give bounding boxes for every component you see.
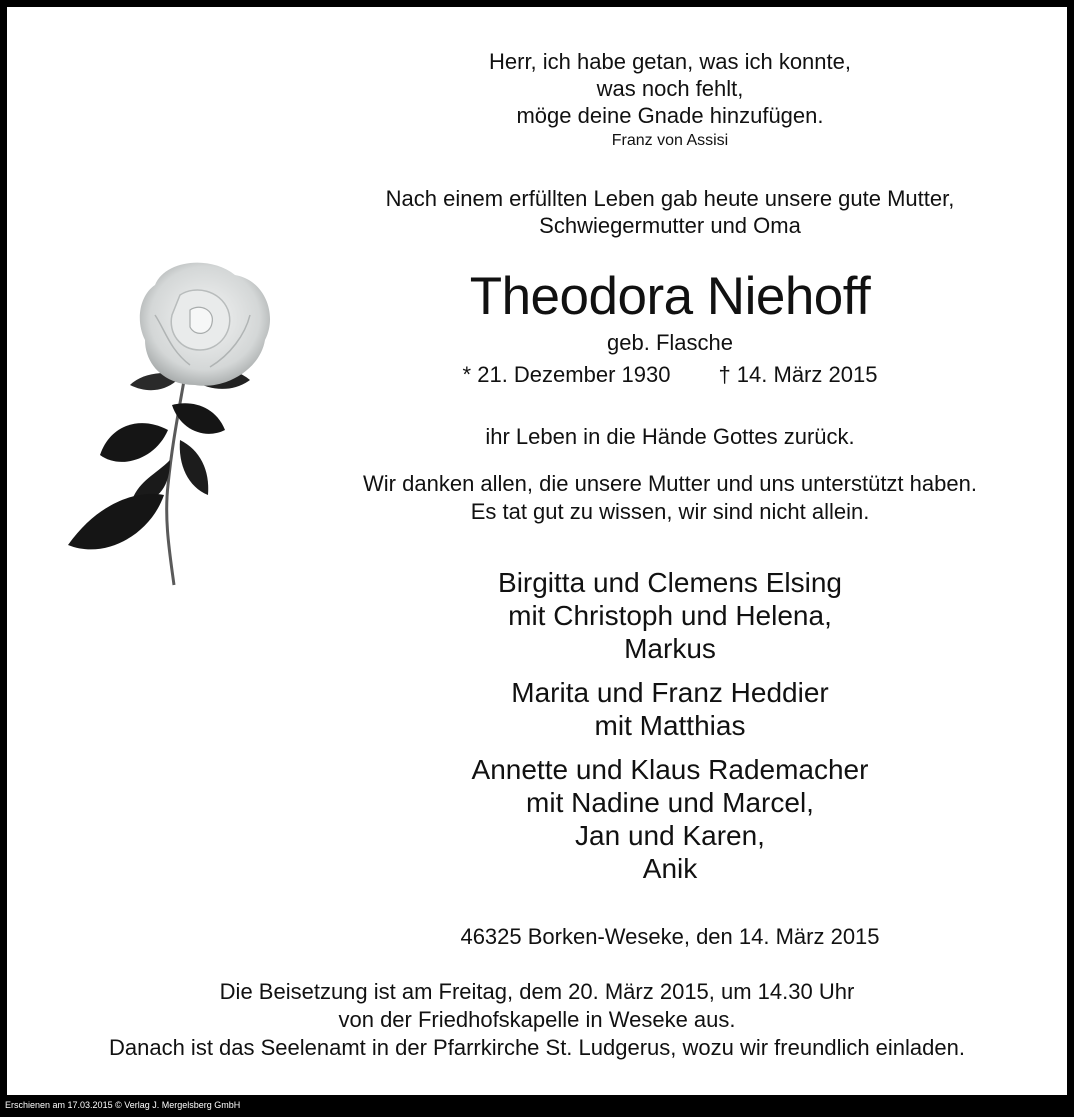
family-line: Jan und Karen, — [575, 820, 765, 851]
intro-line: Nach einem erfüllten Leben gab heute unsere gute Mutter, — [385, 186, 955, 211]
footer-bar — [0, 1095, 1074, 1117]
quote-line: Herr, ich habe getan, was ich konnte, — [489, 49, 851, 74]
family-line: mit Christoph und Helena, — [508, 600, 832, 631]
birth-name: geb. Flasche — [607, 330, 733, 355]
thanks-line: Wir danken allen, die unsere Mutter und uns unterstützt haben. — [363, 471, 977, 496]
family-group — [310, 676, 1030, 742]
death-date: † 14. März 2015 — [718, 362, 878, 387]
family-line: mit Matthias — [594, 710, 746, 741]
quote-line: möge deine Gnade hinzufügen. — [516, 103, 824, 128]
place-date: 46325 Borken-Weseke, den 14. März 2015 — [460, 924, 880, 949]
quote-line: was noch fehlt, — [596, 76, 744, 101]
burial-info — [40, 978, 1034, 1062]
family-line: Birgitta und Clemens Elsing — [498, 567, 842, 598]
family-line: Annette und Klaus Rademacher — [471, 754, 869, 785]
family-group — [310, 753, 1030, 885]
thanks-text — [310, 470, 1030, 526]
quote — [310, 48, 1030, 129]
mourners — [310, 566, 1030, 896]
life-dates — [310, 362, 1030, 388]
burial-line: Danach ist das Seelenamt in der Pfarrkirche St. Ludgerus, wozu wir freundlich einladen. — [108, 1035, 965, 1060]
footer-text: Erschienen am 17.03.2015 © Verlag J. Mergelsberg GmbH — [5, 1100, 241, 1110]
birth-date: * 21. Dezember 1930 — [462, 362, 671, 387]
family-line: mit Nadine und Marcel, — [526, 787, 814, 818]
intro-line: Schwiegermutter und Oma — [539, 213, 801, 238]
rose-icon — [60, 255, 300, 605]
family-line: Marita und Franz Heddier — [511, 677, 829, 708]
returned-text: ihr Leben in die Hände Gottes zurück. — [485, 424, 855, 449]
family-line: Markus — [624, 633, 716, 664]
burial-line: von der Friedhofskapelle in Weseke aus. — [338, 1007, 736, 1032]
deceased-name: Theodora Niehoff — [469, 267, 871, 326]
quote-author: Franz von Assisi — [611, 132, 729, 149]
family-line: Anik — [642, 853, 698, 884]
burial-line: Die Beisetzung ist am Freitag, dem 20. März 2015, um 14.30 Uhr — [219, 979, 855, 1004]
family-group — [310, 566, 1030, 665]
intro-text — [310, 185, 1030, 239]
thanks-line: Es tat gut zu wissen, wir sind nicht allein. — [470, 499, 870, 524]
